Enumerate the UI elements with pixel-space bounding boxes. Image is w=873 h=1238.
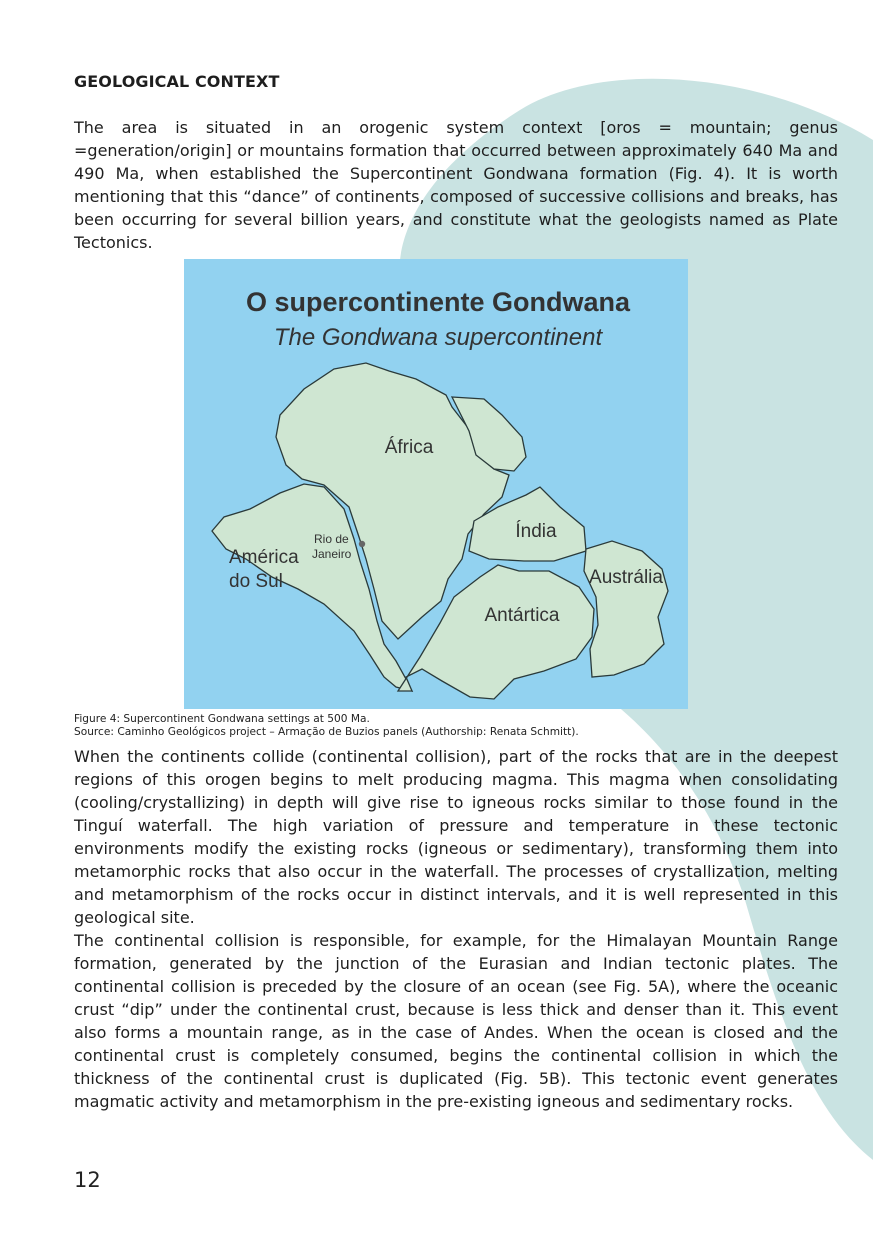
- gondwana-map: [184, 259, 688, 709]
- figure-caption: [74, 713, 838, 739]
- gondwana-figure: [184, 259, 688, 709]
- section-heading: GEOLOGICAL CONTEXT: [74, 72, 280, 91]
- label-rio-line2: Janeiro: [312, 547, 352, 561]
- label-india: Índia: [515, 521, 557, 542]
- paragraph-intro: The area is situated in an orogenic system context [oros = mountain; genus =generation/origin] or mountains formation that occurred between approximately 640 Ma and 490 Ma, when established the Supercontinent Gondwana formation (Fig. 4). It is worth mentioning that this “dance” of continents, composed of successive collisions and breaks, has been occurring for several billion years, and constitute what the geologists named as Plate Tectonics.: [74, 118, 838, 252]
- rio-de-janeiro-marker: [359, 541, 365, 547]
- page-number: 12: [74, 1168, 101, 1192]
- page-content: [74, 72, 838, 1113]
- label-antarctica: Antártica: [484, 605, 560, 626]
- figure-title-pt: O supercontinente Gondwana: [245, 287, 631, 317]
- paragraph-collision: When the continents collide (continental collision), part of the rocks that are in the deepest regions of this orogen begins to melt producing magma. This magma when consolidating (cooling/crystallizing) in depth will give rise to igneous rocks similar to those found in the Tinguí waterfall. The high variation of pressure and temperature in these tectonic environments modify the existing rocks (igneous or sedimentary), transforming them into metamorphic rocks that also occur in the waterfall. The processes of crystallization, melting and metamorphism of the rocks occur in distinct intervals, and it is well represented in this geological site.: [74, 747, 838, 927]
- paragraph-himalaya: The continental collision is responsible, for example, for the Himalayan Mountain Range formation, generated by the junction of the Eurasian and Indian tectonic plates. The continental collision is preceded by the closure of an ocean (see Fig. 5A), where the oceanic crust “dip” under the continental crust, because is less thick and denser than it. This event also forms a mountain range, as in the case of Andes. When the ocean is closed and the continental crust is completely consumed, begins the continental collision in which the thickness of the continental crust is duplicated (Fig. 5B). This tectonic event generates magmatic activity and metamorphism in the pre-existing igneous and sedimentary rocks.: [74, 931, 838, 1111]
- figure-title-en: The Gondwana supercontinent: [273, 324, 603, 351]
- label-africa: África: [384, 437, 434, 458]
- caption-line-2: Source: Caminho Geológicos project – Armação de Buzios panels (Authorship: Renata Schmitt).: [74, 726, 579, 738]
- caption-line-1: Figure 4: Supercontinent Gondwana settings at 500 Ma.: [74, 713, 370, 725]
- label-south-america-line1: América: [229, 547, 299, 568]
- label-australia: Austrália: [589, 567, 663, 588]
- label-rio-line1: Rio de: [314, 532, 349, 546]
- label-south-america-line2: do Sul: [229, 571, 283, 592]
